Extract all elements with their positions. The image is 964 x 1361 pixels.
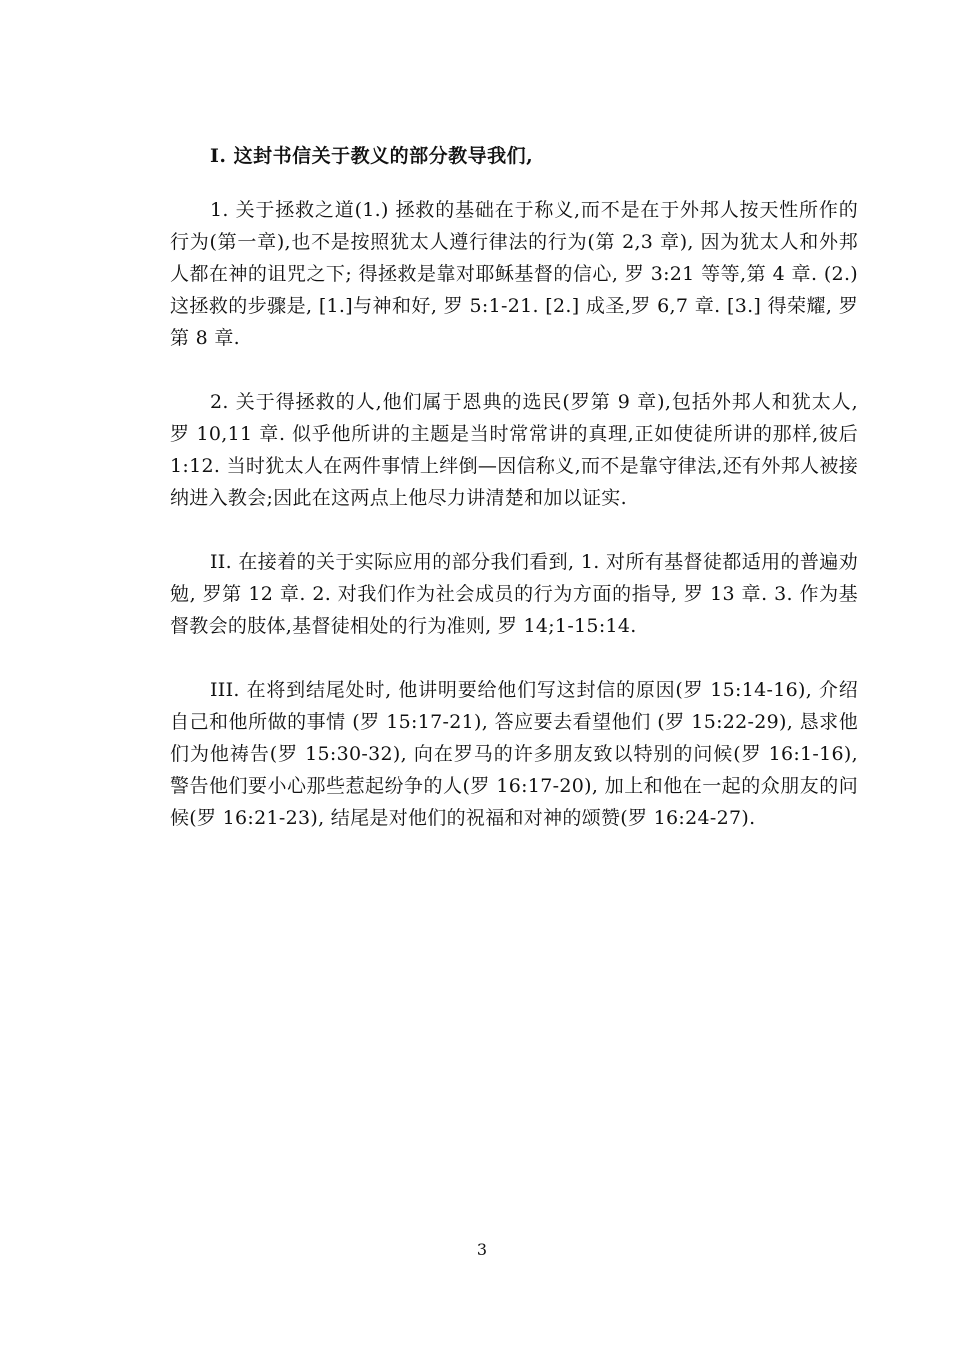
page-content xyxy=(170,140,858,866)
paragraph-conclusion: III. 在将到结尾处时, 他讲明要给他们写这封信的原因(罗 15:14-16), 介绍自己和他所做的事情 (罗 15:17-21), 答应要去看望他们 (罗 15:22-29), 恳求他们为他祷告(罗 15:30-32), 向在罗马的许多朋友致以特别的问候(罗 16:1-16),警告他们要小心那些惹起纷争的人(罗 16:17-20), 加上和他在一起的众朋友的问候(罗 16:21-23), 结尾是对他们的祝福和对神的颂赞(罗 16:24-27). xyxy=(170,679,858,829)
page-number: 3 xyxy=(476,1240,488,1259)
paragraph-practical: II. 在接着的关于实际应用的部分我们看到, 1. 对所有基督徒都适用的普遍劝勉, 罗第 12 章. 2. 对我们作为社会成员的行为方面的指导, 罗 13 章. 3. 作为基督教会的肢体,基督徒相处的行为准则, 罗 14;1-15:14. xyxy=(170,551,858,637)
paragraph-salvation: 1. 关于拯救之道(1.) 拯救的基础在于称义,而不是在于外邦人按天性所作的行为(第一章),也不是按照犹太人遵行律法的行为(第 2,3 章), 因为犹太人和外邦人都在神的诅咒之下; 得拯救是靠对耶稣基督的信心, 罗 3:21 等等,第 4 章. (2.) 这拯救的步骤是, [1.]与神和好, 罗 5:1-21. [2.] 成圣,罗 6,7 章. [3.] 得荣耀, 罗第 8 章. xyxy=(170,199,858,349)
paragraph-elect: 2. 关于得拯救的人,他们属于恩典的选民(罗第 9 章),包括外邦人和犹太人, 罗 10,11 章. 似乎他所讲的主题是当时常常讲的真理,正如使徒所讲的那样,彼后 1:12. 当时犹太人在两件事情上绊倒—因信称义,而不是靠守律法,还有外邦人被接纳进入教会;因此在这两点上他尽力讲清楚和加以证实. xyxy=(170,391,858,509)
section-heading: I. 这封书信关于教义的部分教导我们, xyxy=(210,145,534,167)
